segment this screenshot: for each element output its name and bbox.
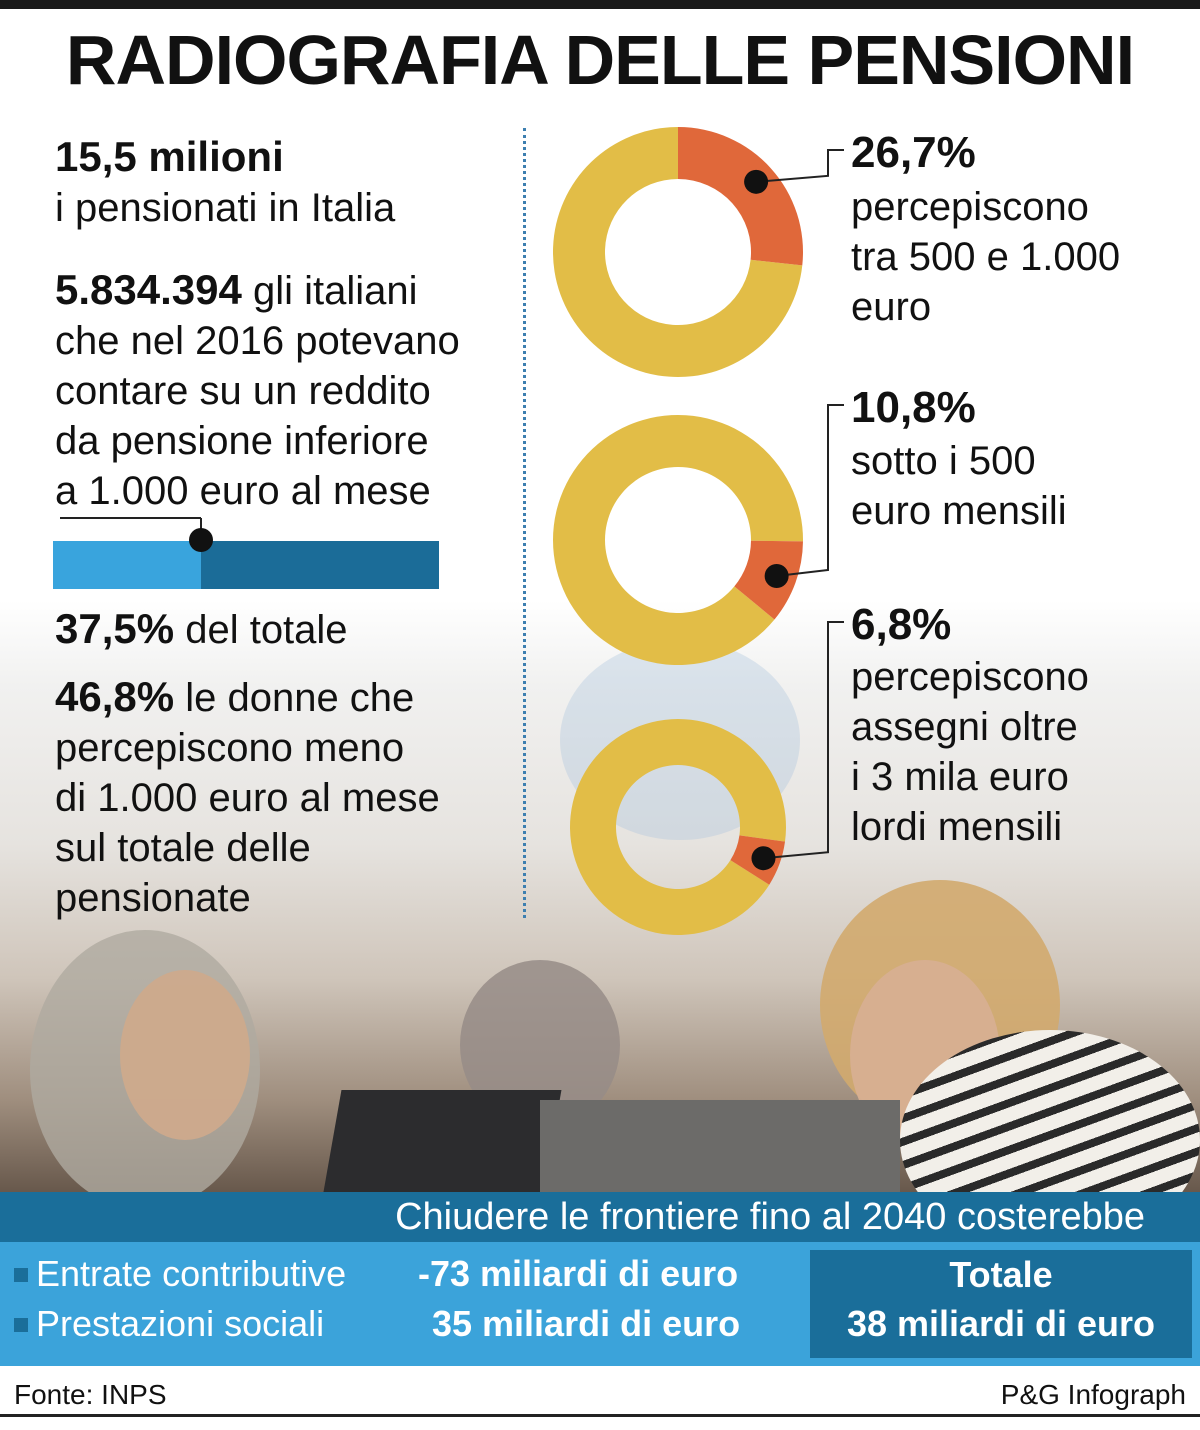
donut-connector-dot <box>751 846 775 870</box>
women-line: pensionate <box>55 876 251 920</box>
cost-caption-band <box>0 1192 1200 1242</box>
source-note: Fonte: INPS <box>14 1379 167 1410</box>
donut-label <box>851 182 1120 332</box>
donut-chart-500-1000 <box>553 127 844 377</box>
stat-value: 35 miliardi di euro <box>432 1303 741 1344</box>
page-title: RADIOGRAFIA DELLE PENSIONI <box>65 21 1135 99</box>
donut-label-line: euro <box>851 285 932 329</box>
donut-label-line: lordi mensili <box>851 805 1063 849</box>
donut-slice-highlight <box>678 127 803 265</box>
donut-pct: 26,7% <box>851 128 976 177</box>
donut-connector-dot <box>744 170 768 194</box>
women-line: sul totale delle <box>55 826 311 870</box>
donut-slice-rest <box>570 719 786 935</box>
credit-note: P&G Infograph <box>1000 1379 1186 1410</box>
legend-square <box>14 1318 28 1332</box>
share-text: del totale <box>174 608 348 652</box>
donut-label-line: i 3 mila euro <box>851 755 1069 799</box>
under1000-line: contare su un reddito <box>55 369 431 413</box>
under1000-line: a 1.000 euro al mese <box>55 469 431 513</box>
pensionati-value: 15,5 milioni <box>55 133 284 180</box>
stat-label: Prestazioni sociali <box>36 1303 325 1344</box>
women-line: di 1.000 euro al mese <box>55 776 440 820</box>
donut-pct: 10,8% <box>851 383 976 432</box>
share-value: 37,5% <box>55 605 175 652</box>
total-value: 38 miliardi di euro <box>846 1303 1156 1344</box>
women-line: le donne che <box>174 676 415 720</box>
donut-label-line: percepiscono <box>851 185 1089 229</box>
cost-caption: Chiudere le frontiere fino al 2040 costerebbe <box>395 1196 1145 1238</box>
donut-label-line: percepiscono <box>851 655 1089 699</box>
donut-chart-over-3000 <box>570 622 844 935</box>
under1000-line: da pensione inferiore <box>55 419 429 463</box>
donut-label <box>851 652 1089 852</box>
under1000-line: che nel 2016 potevano <box>55 319 460 363</box>
donut-label <box>851 436 1067 536</box>
women-line: percepiscono meno <box>55 726 405 770</box>
donut-label-line: euro mensili <box>851 489 1067 533</box>
bottom-rule <box>0 1414 1200 1417</box>
donut-label-line: assegni oltre <box>851 705 1078 749</box>
donut-connector-dot <box>765 564 789 588</box>
donut-label-line: sotto i 500 <box>851 439 1036 483</box>
legend-square <box>14 1268 28 1282</box>
women-value: 46,8% <box>55 673 175 720</box>
donut-slice-rest <box>553 415 803 665</box>
under1000-value: 5.834.394 <box>55 266 242 313</box>
donut-label-line: tra 500 e 1.000 <box>851 235 1121 279</box>
under1000-line: gli italiani <box>241 269 418 313</box>
total-label: Totale <box>949 1254 1053 1295</box>
pensionati-text: i pensionati in Italia <box>55 186 396 230</box>
stat-label: Entrate contributive <box>36 1253 347 1294</box>
stat-value: -73 miliardi di euro <box>418 1253 739 1294</box>
total-box <box>810 1250 1192 1358</box>
donut-chart-under-500 <box>553 405 844 665</box>
donut-pct: 6,8% <box>851 600 952 649</box>
